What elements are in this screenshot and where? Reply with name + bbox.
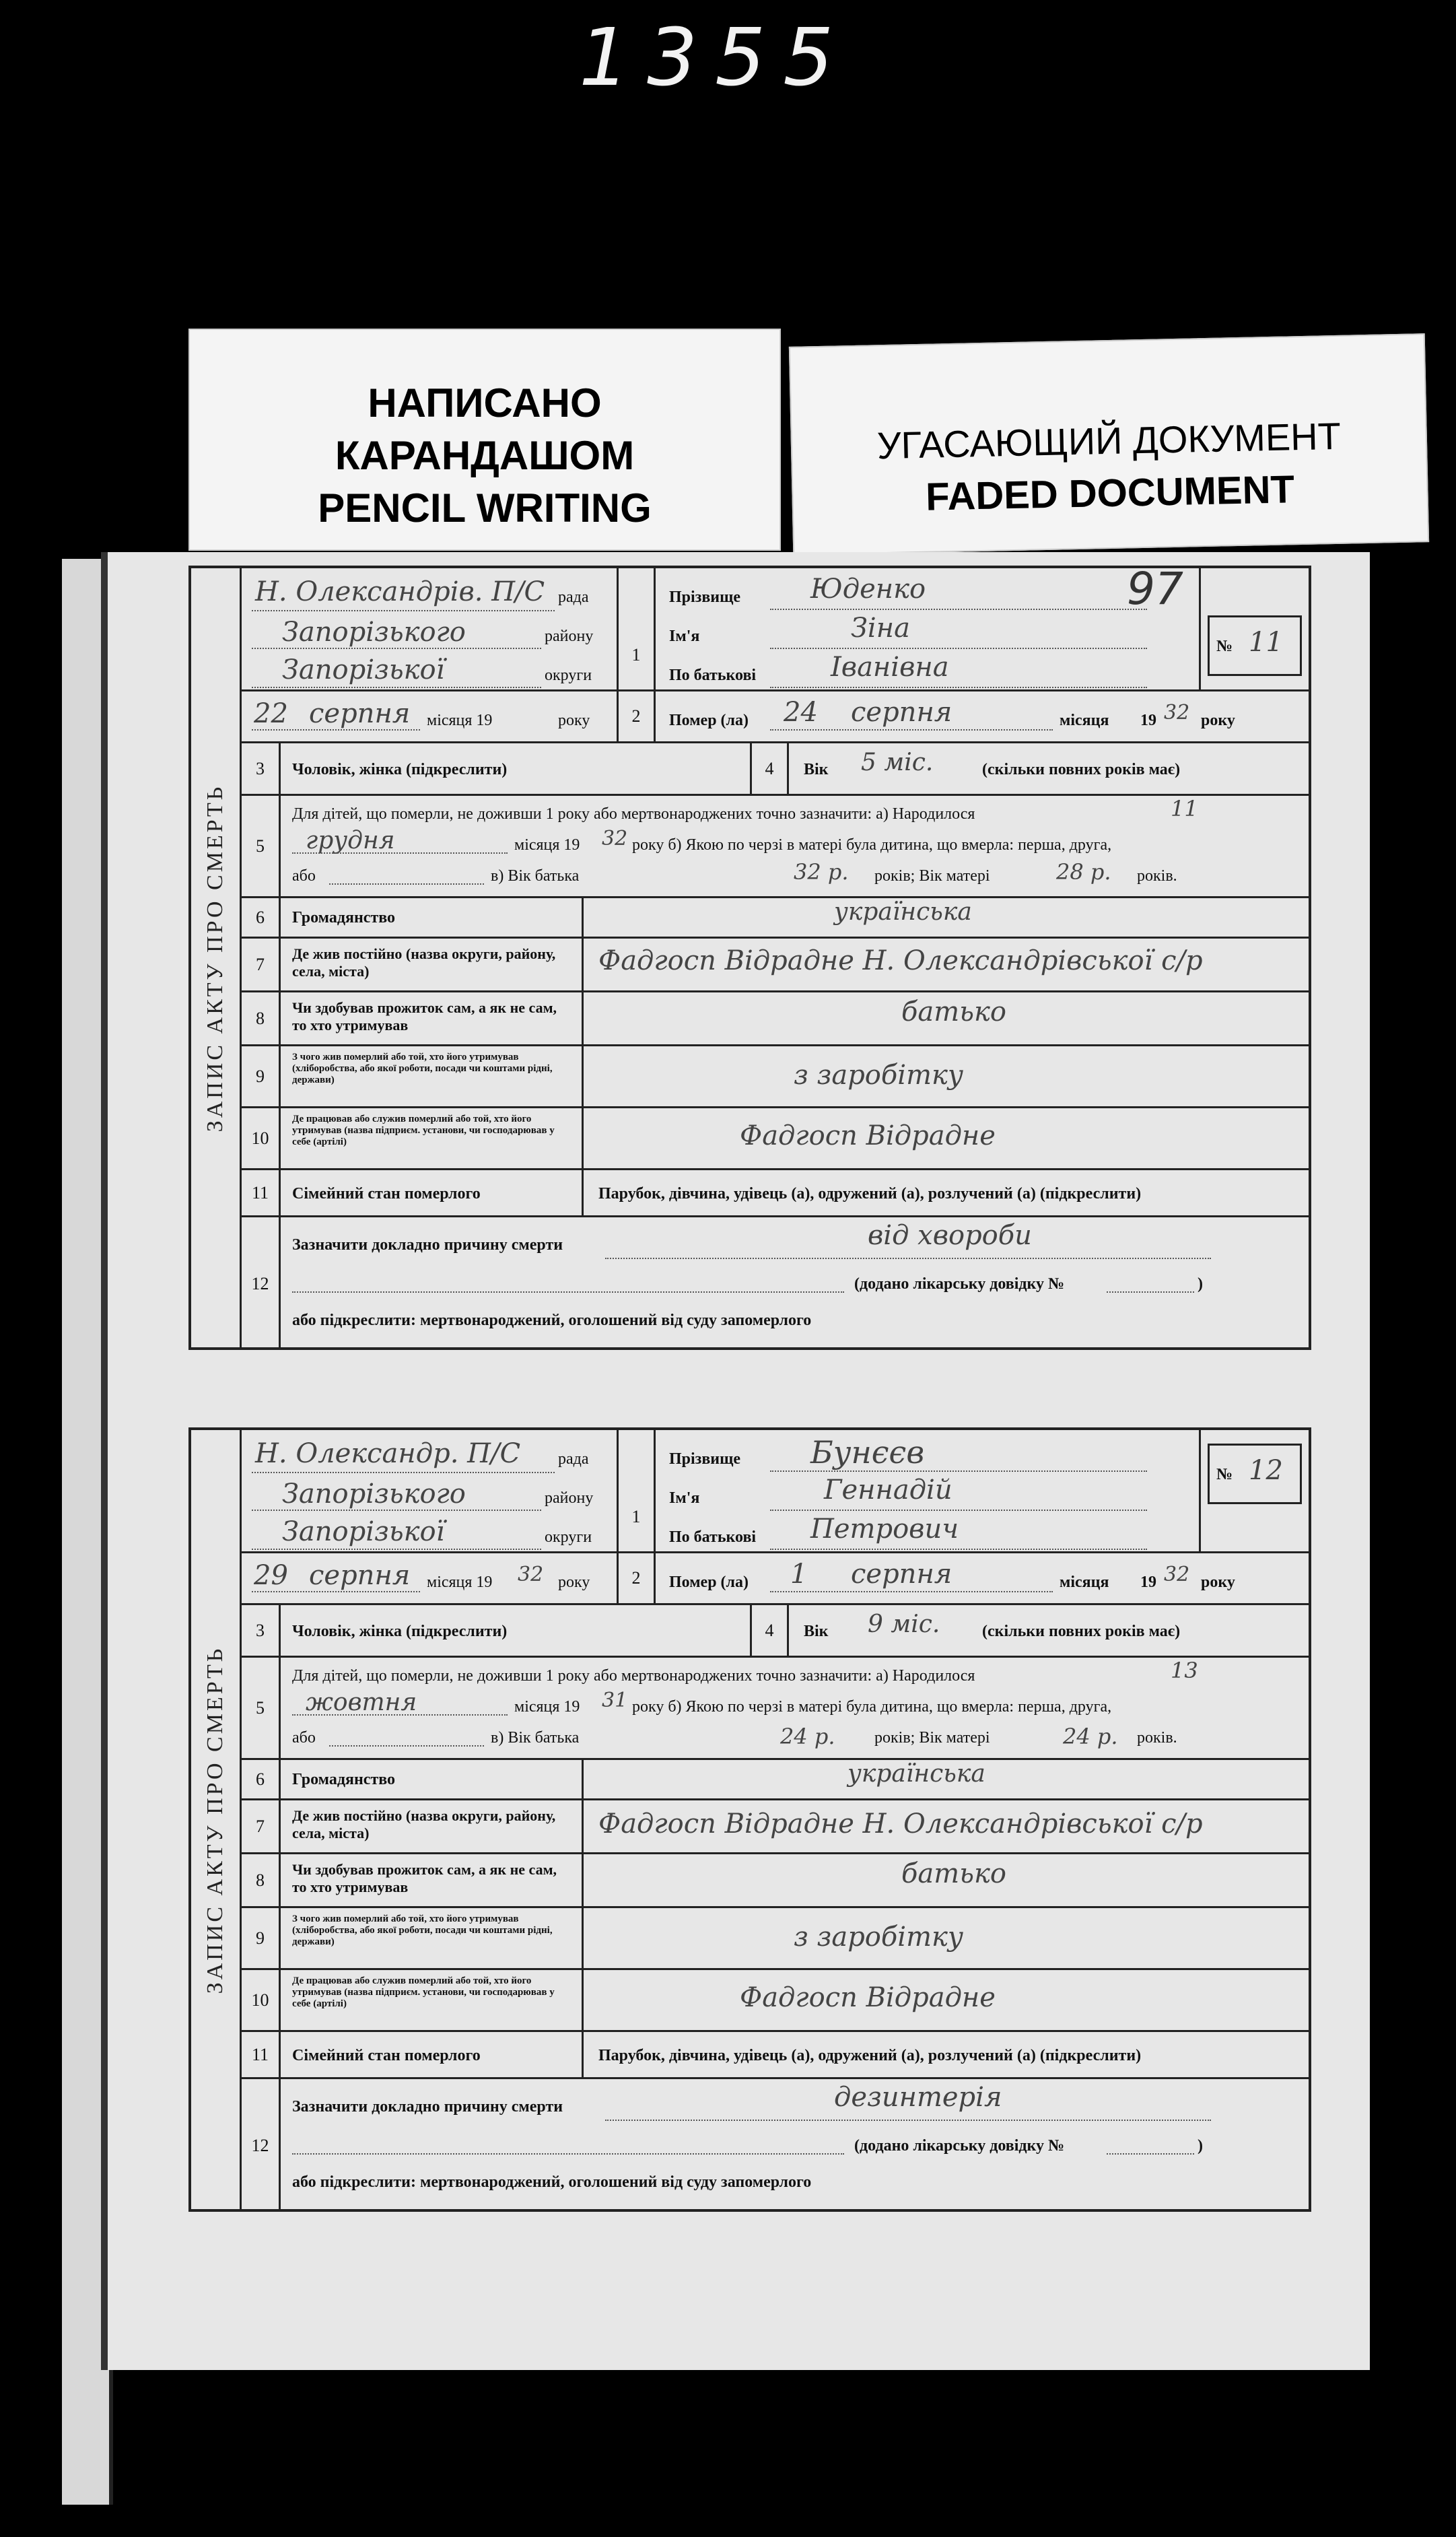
row-number-4: 4 xyxy=(752,743,789,794)
row-number-2: 2 xyxy=(619,1553,656,1603)
infant-line3c: років; Вік матері xyxy=(874,867,990,885)
pencil-writing-label xyxy=(188,329,781,551)
mother-age: 28 р. xyxy=(1056,859,1111,885)
father-age: 32 р. xyxy=(794,859,849,885)
workplace-value: Фадгосп Відрадне xyxy=(740,1120,996,1151)
row-2 xyxy=(242,689,1309,743)
reg-month: серпня xyxy=(309,698,411,729)
birth-day: 13 xyxy=(1171,1658,1198,1683)
citizenship-value: українська xyxy=(847,1760,985,1788)
infant-line2b: року б) Якою по черзі в матері була дитина, що вмерла: перша, друга, xyxy=(632,836,1112,854)
infant-line3d: років. xyxy=(1137,1729,1177,1747)
row-5 xyxy=(242,1658,1309,1760)
death-date-cell xyxy=(656,691,1309,741)
reg-year-label: року xyxy=(558,712,590,729)
row-number-12: 12 xyxy=(242,1217,281,1350)
infant-line3b: в) Вік батька xyxy=(491,1729,580,1747)
rada-label: рада xyxy=(558,588,589,606)
cause-label: Зазначити докладно причину смерти xyxy=(292,2098,563,2116)
row-number-3: 3 xyxy=(242,743,281,794)
row-6 xyxy=(242,898,1309,939)
birth-year: 31 xyxy=(602,1689,628,1712)
support-label: Чи здобував прожиток сам, а як не сам, то хто утримував xyxy=(292,1861,557,1895)
mother-age: 24 р. xyxy=(1063,1724,1118,1749)
patronymic-value: Іванівна xyxy=(831,652,949,683)
marital-options: Парубок, дівчина, удівець (а), одружений (а), розлучений (а) (підкреслити) xyxy=(598,2047,1142,2064)
residence-label: Де жив постійно (назва округи, району, села, міста) xyxy=(292,1807,556,1841)
row-8 xyxy=(242,992,1309,1046)
infant-line3d: років. xyxy=(1137,867,1177,885)
patronymic-value: Петрович xyxy=(810,1514,959,1545)
pencil-label-line3: PENCIL WRITING xyxy=(318,485,652,531)
number-value: 11 xyxy=(1249,627,1283,658)
income-value: з заробітку xyxy=(794,1060,964,1091)
death-year-prefix: 19 xyxy=(1140,1574,1156,1591)
faded-document-label xyxy=(789,333,1429,555)
row-number-11: 11 xyxy=(242,2032,281,2077)
registration-date-cell xyxy=(242,1553,619,1603)
registration-date-cell xyxy=(242,691,619,741)
row-11 xyxy=(242,2032,1309,2079)
citizenship-label: Громадянство xyxy=(292,1771,396,1788)
row-number-7: 7 xyxy=(242,1800,281,1852)
workplace-label: Де працював або служив померлий або той, хто його утримував (назва підприєм. установи, чи господарював у себе (артілі) xyxy=(292,1975,555,2009)
residence-label: Де жив постійно (назва округи, району, села, міста) xyxy=(292,945,556,980)
doc-label: (додано лікарську довідку № xyxy=(854,2137,1065,2155)
rada-value: Н. Олександр. П/С xyxy=(255,1438,521,1469)
patronymic-label: По батькові xyxy=(669,667,757,684)
workplace-value: Фадгосп Відрадне xyxy=(740,1982,996,2013)
age-label: Вік xyxy=(804,1623,829,1640)
folio-number: 1355 xyxy=(579,11,852,104)
row-9 xyxy=(242,1908,1309,1970)
row-2 xyxy=(242,1551,1309,1605)
row-number-8: 8 xyxy=(242,992,281,1044)
sex-label: Чоловік, жінка (підкреслити) xyxy=(292,1623,508,1640)
side-title: ЗАПИС АКТУ ПРО СМЕРТЬ xyxy=(203,784,228,1132)
side-title: ЗАПИС АКТУ ПРО СМЕРТЬ xyxy=(203,1646,228,1994)
rayon-value: Запорізького xyxy=(282,1479,466,1510)
number-label: № xyxy=(1216,638,1233,655)
age-value: 9 міс. xyxy=(868,1611,940,1638)
side-title-panel xyxy=(191,1430,242,2209)
row-3 xyxy=(242,1605,1309,1658)
residence-value: Фадгосп Відрадне Н. Олександрівської с/р xyxy=(598,1808,1203,1839)
reg-year-label: року xyxy=(558,1574,590,1591)
row-12 xyxy=(242,2079,1309,2212)
infant-line2a: місяця 19 xyxy=(514,1698,580,1716)
stillborn-label: або підкреслити: мертвонароджений, оголошений від суду запомерлого xyxy=(292,1312,812,1329)
support-label: Чи здобував прожиток сам, а як не сам, то хто утримував xyxy=(292,999,557,1034)
row-10 xyxy=(242,1970,1309,2032)
support-value: батько xyxy=(901,996,1006,1027)
death-year-label: року xyxy=(1201,1574,1235,1591)
row-number-6: 6 xyxy=(242,1760,281,1798)
row-number-12: 12 xyxy=(242,2079,281,2212)
death-year-prefix: 19 xyxy=(1140,712,1156,729)
marital-label: Сімейний стан померлого xyxy=(292,1185,481,1203)
row-number-4: 4 xyxy=(752,1605,789,1656)
row-number-3: 3 xyxy=(242,1605,281,1656)
row-number-1: 1 xyxy=(619,568,656,741)
reg-month: серпня xyxy=(309,1560,411,1591)
okruha-label: округи xyxy=(545,1528,592,1546)
sex-label: Чоловік, жінка (підкреслити) xyxy=(292,761,508,778)
okruha-value: Запорізької xyxy=(282,1516,445,1547)
okruha-label: округи xyxy=(545,667,592,684)
citizenship-value: українська xyxy=(834,898,972,926)
age-value: 5 міс. xyxy=(861,749,934,776)
faded-label-ru: УГАСАЮЩИЙ ДОКУМЕНТ xyxy=(876,414,1342,467)
death-year: 32 xyxy=(1164,1563,1190,1586)
row-number-5: 5 xyxy=(242,1658,281,1758)
row-7 xyxy=(242,1800,1309,1854)
row-number-2: 2 xyxy=(619,691,656,741)
okruha-value: Запорізької xyxy=(282,654,445,685)
income-value: з заробітку xyxy=(794,1922,964,1953)
surname-value: Юденко xyxy=(810,574,926,605)
residence-value: Фадгосп Відрадне Н. Олександрівської с/р xyxy=(598,945,1203,976)
row-number-9: 9 xyxy=(242,1046,281,1106)
patronymic-label: По батькові xyxy=(669,1528,757,1546)
death-month: серпня xyxy=(851,1559,952,1590)
row-12 xyxy=(242,1217,1309,1350)
row-5 xyxy=(242,796,1309,898)
infant-line1: Для дітей, що померли, не доживши 1 року або мертвонароджених точно зазначити: а) Народилося xyxy=(292,1667,975,1685)
cause-value: дезинтерія xyxy=(834,2082,1002,2113)
death-label: Помер (ла) xyxy=(669,712,749,729)
father-age: 24 р. xyxy=(780,1724,835,1749)
infant-line3a: або xyxy=(292,1729,316,1747)
doc-close: ) xyxy=(1198,1275,1203,1293)
row-number-10: 10 xyxy=(242,1970,281,2030)
row-11 xyxy=(242,1170,1309,1217)
death-year: 32 xyxy=(1164,701,1190,724)
surname-label: Прізвище xyxy=(669,588,741,606)
infant-line2a: місяця 19 xyxy=(514,836,580,854)
marital-label: Сімейний стан померлого xyxy=(292,2047,481,2064)
row-9 xyxy=(242,1046,1309,1108)
row-number-7: 7 xyxy=(242,939,281,990)
row-number-1: 1 xyxy=(619,1430,656,1603)
row-3 xyxy=(242,743,1309,796)
workplace-label: Де працював або служив померлий або той, хто його утримував (назва підприєм. установи, чи господарював у себе (артілі) xyxy=(292,1114,555,1147)
rayon-label: району xyxy=(545,628,594,645)
age-label: Вік xyxy=(804,761,829,778)
infant-line3c: років; Вік матері xyxy=(874,1729,990,1747)
death-date-cell xyxy=(656,1553,1309,1603)
row-number-8: 8 xyxy=(242,1854,281,1906)
surname-label: Прізвище xyxy=(669,1450,741,1468)
row-number-9: 9 xyxy=(242,1908,281,1968)
infant-line3b: в) Вік батька xyxy=(491,867,580,885)
name-value: Зіна xyxy=(851,613,910,644)
rada-value: Н. Олександрів. П/С xyxy=(255,576,545,607)
pencil-label-line2: КАРАНДАШОМ xyxy=(335,433,635,478)
birth-month: грудня xyxy=(306,827,395,854)
row-8 xyxy=(242,1854,1309,1908)
death-day: 24 xyxy=(784,697,818,728)
row-number-5: 5 xyxy=(242,796,281,896)
death-day: 1 xyxy=(790,1559,808,1590)
stamp-number: 97 xyxy=(1127,563,1183,615)
row-number-10: 10 xyxy=(242,1108,281,1168)
name-label: Ім'я xyxy=(669,628,700,645)
cause-value: від хвороби xyxy=(868,1220,1032,1251)
reg-month-label: місяця 19 xyxy=(427,712,493,729)
reg-month-label: місяця 19 xyxy=(427,1574,493,1591)
cause-label: Зазначити докладно причину смерти xyxy=(292,1236,563,1254)
number-label: № xyxy=(1216,1466,1233,1483)
rada-label: рада xyxy=(558,1450,589,1468)
death-year-label: року xyxy=(1201,712,1235,729)
rayon-value: Запорізького xyxy=(282,617,466,648)
citizenship-label: Громадянство xyxy=(292,909,396,926)
death-record-form-2 xyxy=(188,1427,1311,2212)
infant-line2b: року б) Якою по черзі в матері була дитина, що вмерла: перша, друга, xyxy=(632,1698,1112,1716)
number-box xyxy=(1208,615,1302,676)
surname-value: Бунєєв xyxy=(810,1434,925,1470)
death-label: Помер (ла) xyxy=(669,1574,749,1591)
row-number-6: 6 xyxy=(242,898,281,937)
support-value: батько xyxy=(901,1858,1006,1889)
reg-day: 29 xyxy=(254,1560,288,1591)
name-value: Геннадій xyxy=(824,1475,952,1506)
death-month: серпня xyxy=(851,697,952,728)
death-record-form-1 xyxy=(188,563,1311,1350)
birth-month: жовтня xyxy=(306,1689,417,1716)
row-10 xyxy=(242,1108,1309,1170)
income-label: З чого жив померлий або той, хто його утримував (хліборобства, або якої роботи, посади чи коштами рідні, держави) xyxy=(292,1914,553,1947)
death-month-label: місяця xyxy=(1060,1574,1109,1591)
side-title-panel xyxy=(191,568,242,1347)
reg-year: 32 xyxy=(518,1563,544,1586)
death-month-label: місяця xyxy=(1060,712,1109,729)
number-value: 12 xyxy=(1249,1455,1283,1486)
stillborn-label: або підкреслити: мертвонароджений, оголошений від суду запомерлого xyxy=(292,2173,812,2191)
row-7 xyxy=(242,939,1309,992)
birth-year: 32 xyxy=(602,827,628,850)
income-label: З чого жив померлий або той, хто його утримував (хліборобства, або якої роботи, посади чи коштами рідні, держави) xyxy=(292,1052,553,1085)
row-6 xyxy=(242,1760,1309,1800)
infant-line1: Для дітей, що померли, не доживши 1 року або мертвонароджених точно зазначити: а) Народилося xyxy=(292,805,975,823)
infant-line3a: або xyxy=(292,867,316,885)
rayon-label: району xyxy=(545,1489,594,1507)
age-suffix: (скільки повних років має) xyxy=(982,761,1181,778)
reg-day: 22 xyxy=(254,698,288,729)
doc-label: (додано лікарську довідку № xyxy=(854,1275,1065,1293)
marital-options: Парубок, дівчина, удівець (а), одружений (а), розлучений (а) (підкреслити) xyxy=(598,1185,1142,1203)
birth-day: 11 xyxy=(1171,796,1198,821)
pencil-label-line1: НАПИСАНО xyxy=(368,380,602,426)
doc-close: ) xyxy=(1198,2137,1203,2155)
row-number-11: 11 xyxy=(242,1170,281,1215)
age-suffix: (скільки повних років має) xyxy=(982,1623,1181,1640)
faded-label-en: FADED DOCUMENT xyxy=(925,467,1295,519)
name-label: Ім'я xyxy=(669,1489,700,1507)
number-box xyxy=(1208,1444,1302,1504)
